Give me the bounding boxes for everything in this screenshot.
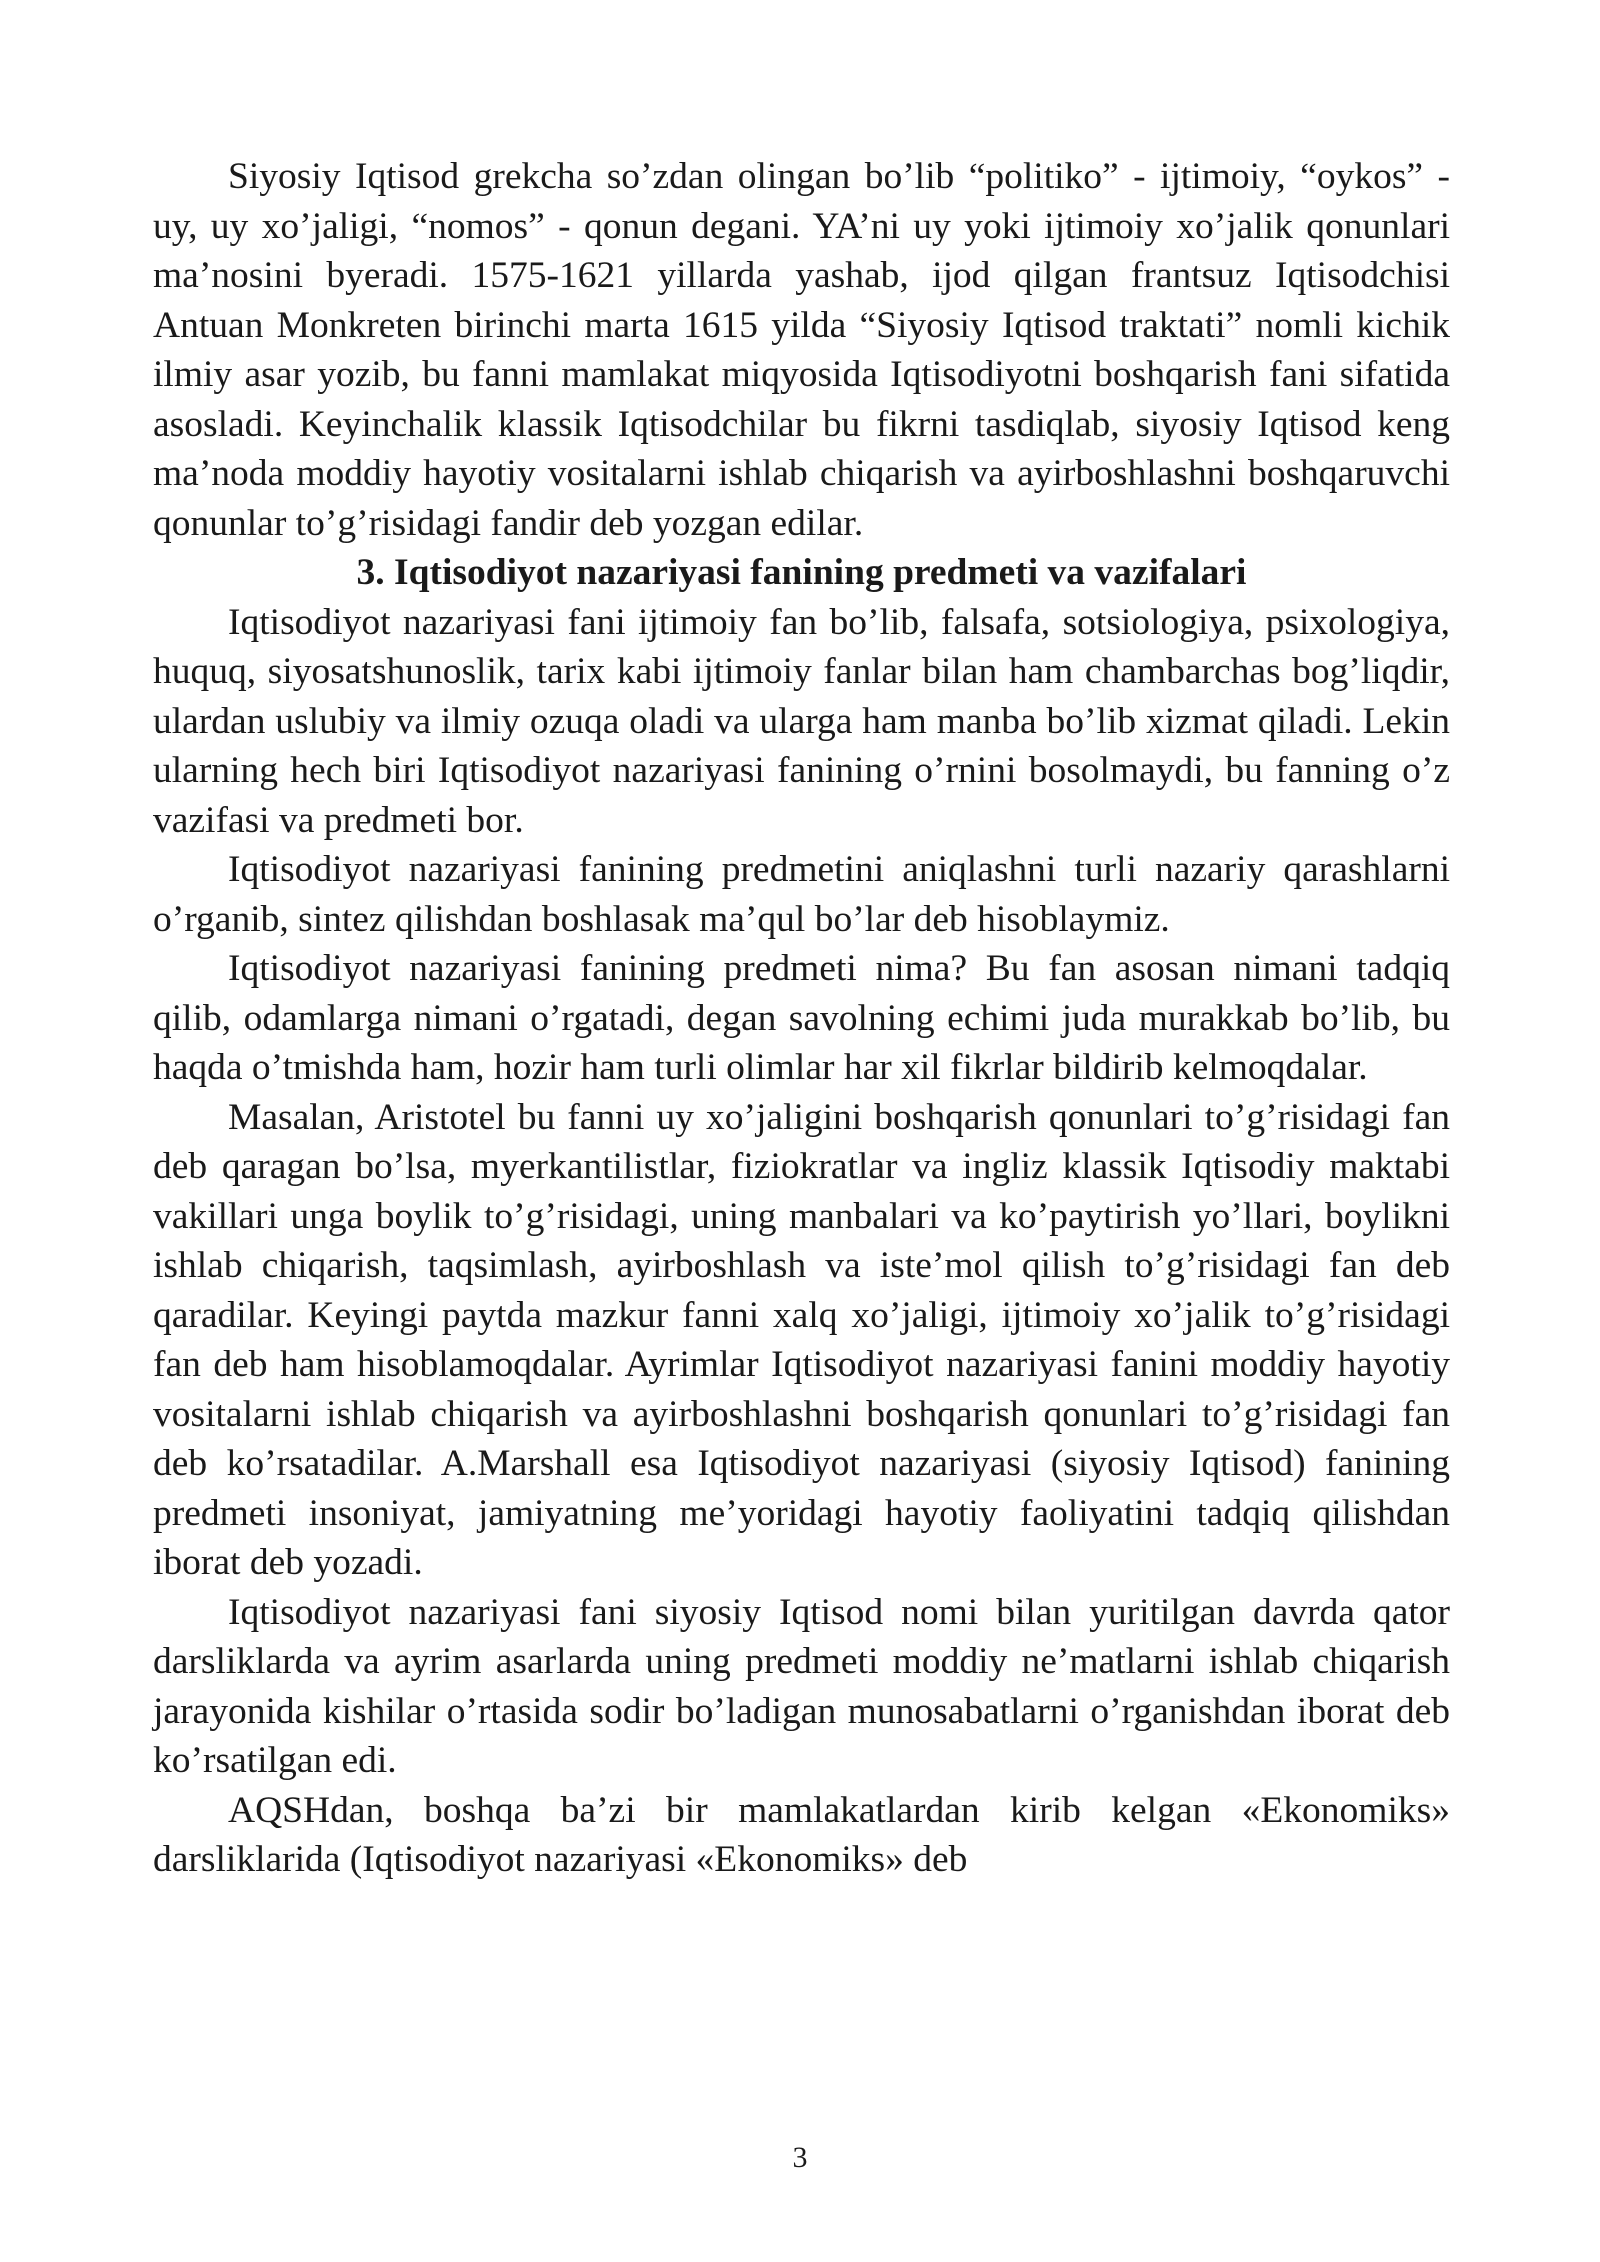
section-heading: 3. Iqtisodiyot nazariyasi fanining predmeti va vazifalari (356, 552, 1247, 593)
paragraph: Iqtisodiyot nazariyasi fani ijtimoiy fan bo’lib, falsafa, sotsiologiya, psixologiya, huquq, siyosatshunoslik, tarix kabi ijtimoiy fanlar bilan ham chambarchas bog’liqdir, ulardan uslubiy va ilmiy ozuqa oladi va ularga ham manba bo’lib xizmat qiladi. Lekin ularning hech biri Iqtisodiyot nazariyasi fanining o’rnini bosolmaydi, bu fanning o’z vazifasi va predmeti bor. (153, 601, 1450, 841)
document-page (153, 152, 1450, 1885)
paragraph: Iqtisodiyot nazariyasi fanining predmeti nima? Bu fan asosan nimani tadqiq qilib, odamlarga nimani o’rgatadi, degan savolning echimi juda murakkab bo’lib, bu haqda o’tmishda ham, hozir ham turli olimlar har xil fikrlar bildirib kelmoqdalar. (153, 948, 1450, 1088)
paragraph: Iqtisodiyot nazariyasi fanining predmetini aniqlashni turli nazariy qarashlarni o’rganib, sintez qilishdan boshlasak ma’qul bo’lar deb hisoblaymiz. (153, 849, 1450, 940)
paragraph: Masalan, Aristotel bu fanni uy xo’jaligini boshqarish qonunlari to’g’risidagi fan deb qaragan bo’lsa, myerkantilistlar, fiziokratlar va ingliz klassik Iqtisodiy maktabi vakillari unga boylik to’g’risidagi, uning manbalari va ko’paytirish yo’llari, boylikni ishlab chiqarish, taqsimlash, ayirboshlash va iste’mol qilish to’g’risidagi fan deb qaradilar. Keyingi paytda mazkur fanni xalq xo’jaligi, ijtimoiy xo’jalik to’g’risidagi fan deb ham hisoblamoqdalar. Ayrimlar Iqtisodiyot nazariyasi fanini moddiy hayotiy vositalarni ishlab chiqarish va ayirboshlashni boshqarish qonunlari to’g’risidagi fan deb ko’rsatadilar. A.Marshall esa Iqtisodiyot nazariyasi (siyosiy Iqtisod) fanining predmeti insoniyat, jamiyatning me’yoridagi hayotiy faoliyatini tadqiq qilishdan iborat deb yozadi. (153, 1096, 1450, 1583)
page-number: 3 (792, 2141, 808, 2174)
paragraph: Siyosiy Iqtisod grekcha so’zdan olingan bo’lib “politiko” - ijtimoiy, “oykos” - uy, uy xo’jaligi, “nomos” - qonun degani. YA’ni uy yoki ijtimoiy xo’jalik qonunlari ma’nosini byeradi. 1575-1621 yillarda yashab, ijod qilgan frantsuz Iqtisodchisi Antuan Monkreten birinchi marta 1615 yilda “Siyosiy Iqtisod traktati” nomli kichik ilmiy asar yozib, bu fanni mamlakat miqyosida Iqtisodiyotni boshqarish fani sifatida asosladi. Keyinchalik klassik Iqtisodchilar bu fikrni tasdiqlab, siyosiy Iqtisod keng ma’noda moddiy hayotiy vositalarni ishlab chiqarish va ayirboshlashni boshqaruvchi qonunlar to’g’risidagi fandir deb yozgan edilar. (153, 156, 1450, 544)
paragraph: Iqtisodiyot nazariyasi fani siyosiy Iqtisod nomi bilan yuritilgan davrda qator darsliklarda va ayrim asarlarda uning predmeti moddiy ne’matlarni ishlab chiqarish jarayonida kishilar o’rtasida sodir bo’ladigan munosabatlarni o’rganishdan iborat deb ko’rsatilgan edi. (153, 1591, 1450, 1781)
paragraph: AQSHdan, boshqa ba’zi bir mamlakatlardan kirib kelgan «Ekonomiks» darsliklarida (Iqtisodiyot nazariyasi «Ekonomiks» deb (153, 1789, 1450, 1880)
